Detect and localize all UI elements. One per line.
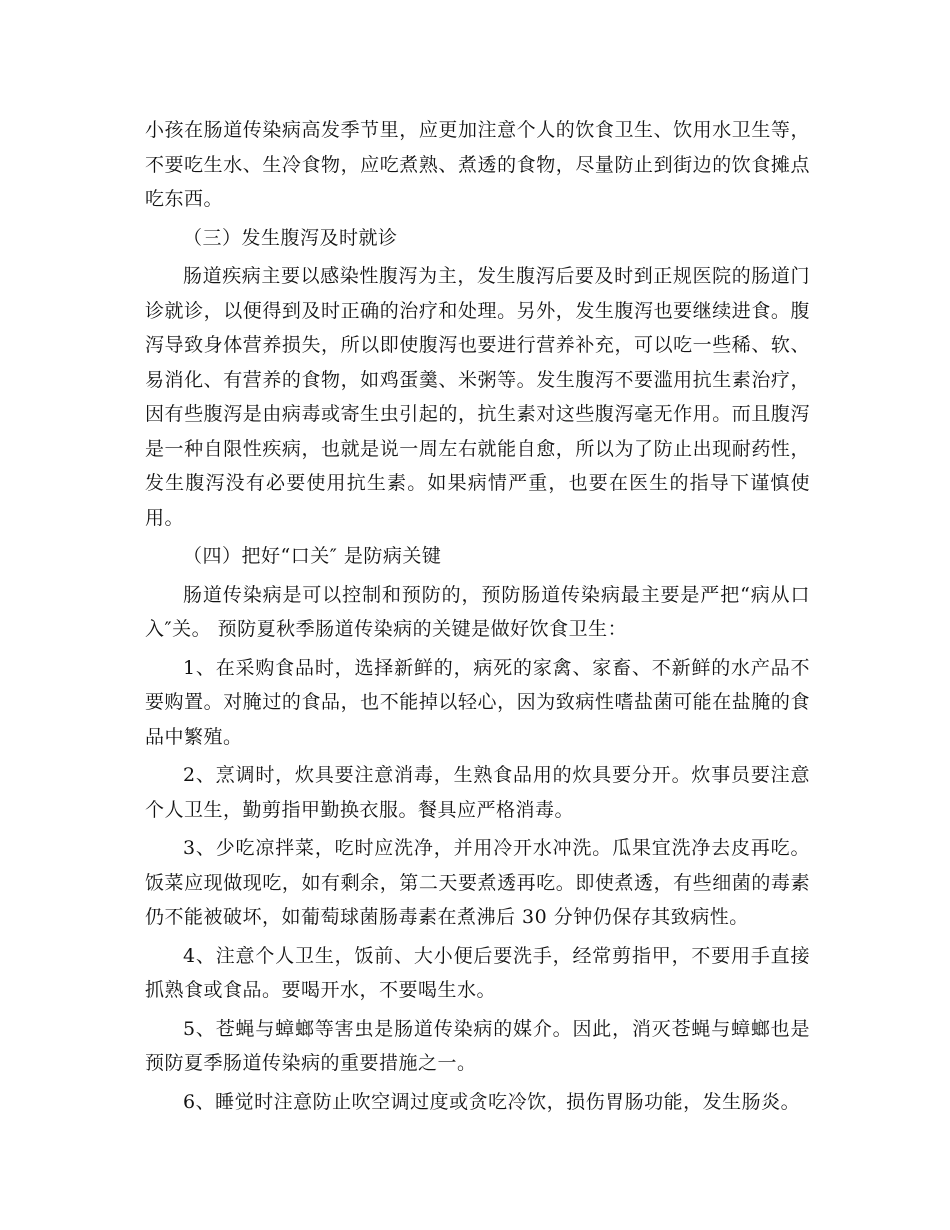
list-item-4: 4、注意个人卫生，饭前、大小便后要洗手，经常剪指甲，不要用手直接抓熟食或食品。要喝开水，不要喝生水。 [145,944,810,1001]
list-item-3: 3、少吃凉拌菜，吃时应洗净，并用冷开水冲洗。瓜果宜洗净去皮再吃。饭菜应现做现吃，如有剩余，第二天要煮透再吃。即使煮透，有些细菌的毒素仍不能被破坏，如葡萄球菌肠毒素在煮沸后 30 分钟仍保存其致病性。 [145,837,810,928]
section-heading-3: （三）发生腹泻及时就诊 [183,226,398,249]
document-body [145,113,810,1123]
paragraph-prevention: 肠道传染病是可以控制和预防的，预防肠道传染病最主要是严把“病从口入″关。 预防夏秋季肠道传染病的关键是做好饮食卫生： [145,583,810,640]
list-item-2: 2、烹调时，炊具要注意消毒，生熟食品用的炊具要分开。炊事员要注意个人卫生，勤剪指甲勤换衣服。餐具应严格消毒。 [145,764,810,821]
section-heading-4: （四）把好“口关″ 是防病关键 [183,545,442,567]
list-item-6: 6、睡觉时注意防止吹空调过度或贪吃冷饮，损伤胃肠功能，发生肠炎。 [183,1090,801,1113]
paragraph-diarrhea: 肠道疾病主要以感染性腹泻为主，发生腹泻后要及时到正规医院的肠道门诊就诊，以便得到及时正确的治疗和处理。另外，发生腹泻也要继续进食。腹泻导致身体营养损失，所以即使腹泻也要进行营养补充，可以吃一些稀、软、易消化、有营养的食物，如鸡蛋羹、米粥等。发生腹泻不要滥用抗生素治疗，因有些腹泻是由病毒或寄生虫引起的，抗生素对这些腹泻毫无作用。而且腹泻是一种自限性疾病，也就是说一周左右就能自愈，所以为了防止出现耐药性，发生腹泻没有必要使用抗生素。如果病情严重，也要在医生的指导下谨慎使用。 [145,265,810,529]
paragraph-continued: 小孩在肠道传染病高发季节里，应更加注意个人的饮食卫生、饮用水卫生等，不要吃生水、生冷食物，应吃煮熟、煮透的食物，尽量防止到街边的饮食摊点吃东西。 [145,119,810,210]
list-item-5: 5、苍蝇与蟑螂等害虫是肠道传染病的媒介。因此，消灭苍蝇与蟑螂也是预防夏季肠道传染病的重要措施之一。 [145,1017,810,1074]
list-item-1: 1、在采购食品时，选择新鲜的，病死的家禽、家畜、不新鲜的水产品不要购置。对腌过的食品，也不能掉以轻心，因为致病性嗜盐菌可能在盐腌的食品中繁殖。 [145,656,810,748]
